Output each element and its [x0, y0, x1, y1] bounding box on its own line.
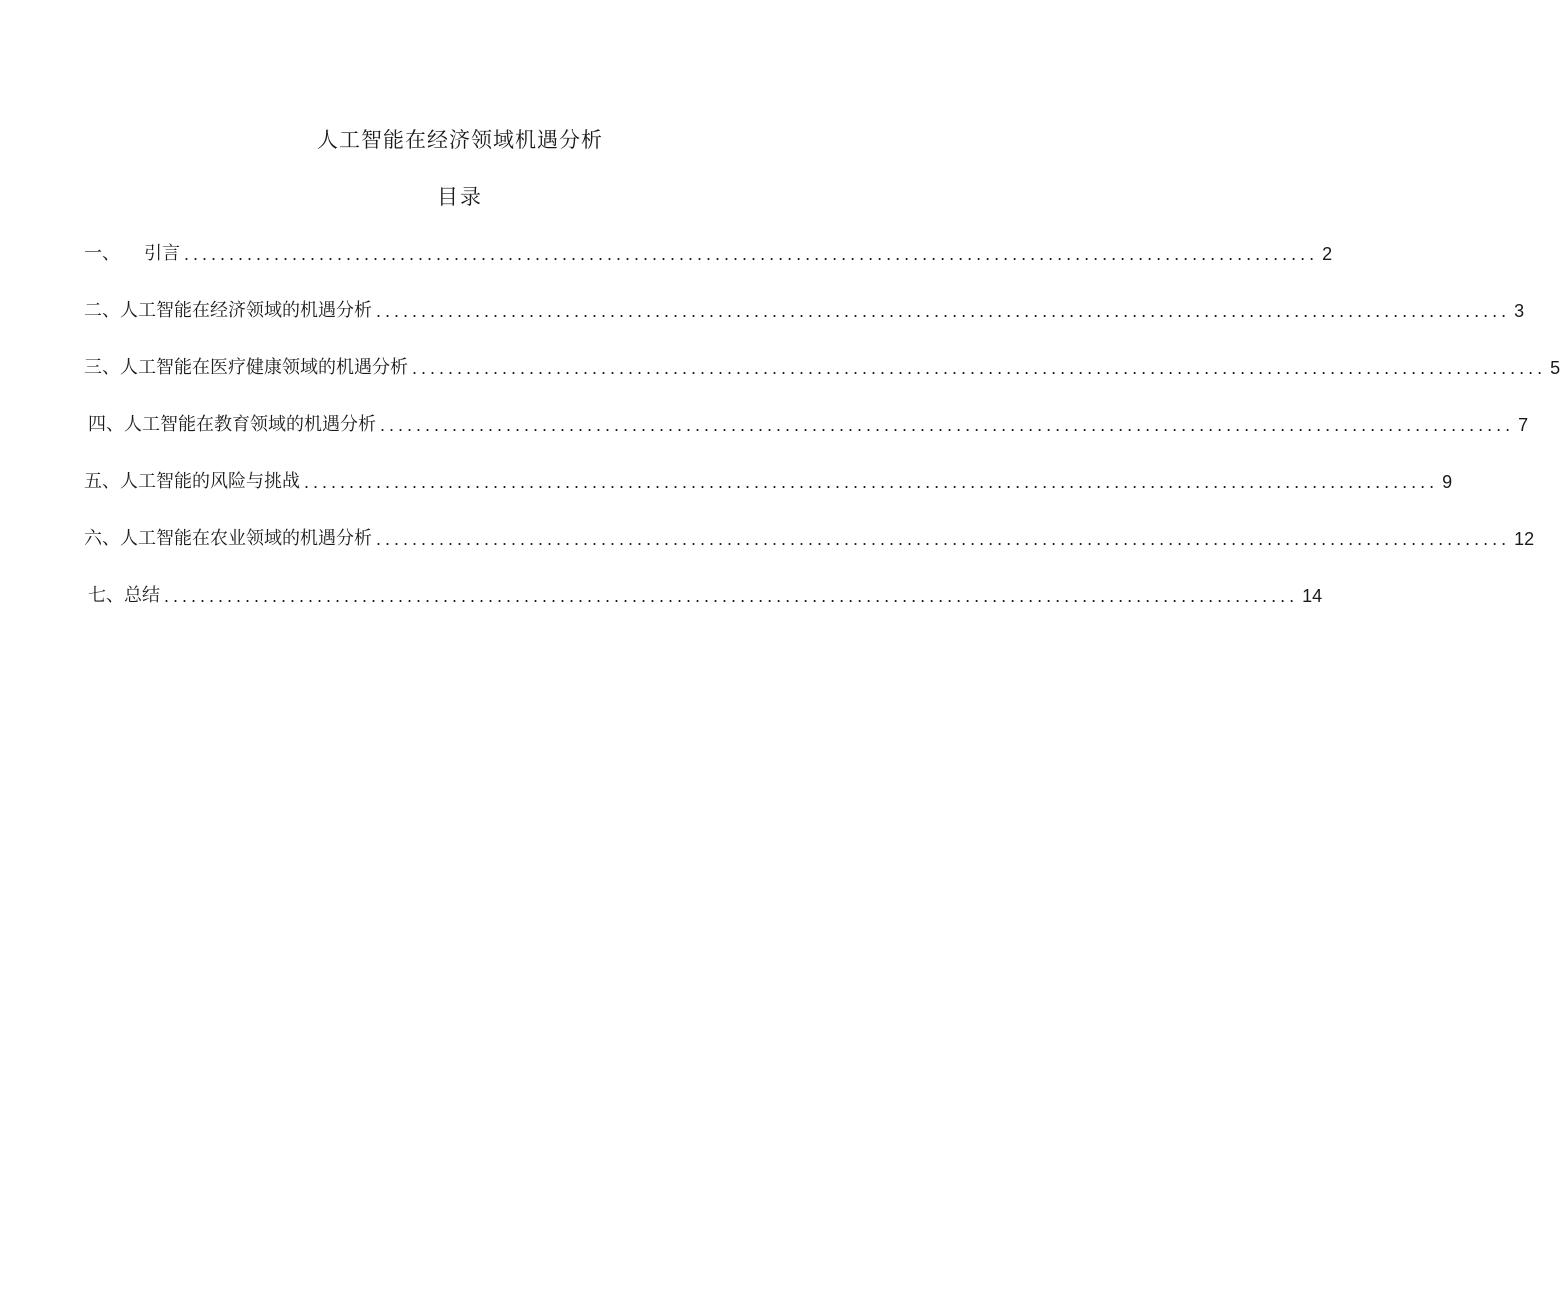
toc-dot-leader: .............................................................................................................................. — [412, 358, 1547, 378]
toc-entry[interactable] — [84, 468, 1453, 525]
toc-entry-title: 人工智能的风险与挑战 — [120, 471, 300, 492]
toc-entry-title: 总结 — [124, 585, 160, 606]
toc-dot-leader: .............................................................................................................................. — [376, 301, 1511, 321]
toc-entry-page: 2 — [1322, 244, 1333, 264]
toc-entry-number: 五、 — [84, 471, 120, 492]
toc-entry-number: 七、 — [88, 585, 124, 606]
toc-entry-title: 人工智能在教育领域的机遇分析 — [124, 414, 376, 435]
toc-entry-title: 人工智能在经济领域的机遇分析 — [120, 300, 372, 321]
toc-entry-page: 5 — [1550, 358, 1560, 378]
toc-entry[interactable] — [84, 240, 1333, 297]
toc-entry-page: 7 — [1518, 415, 1529, 435]
toc-entry-number: 四、 — [88, 414, 124, 435]
toc-dot-leader: .............................................................................................................................. — [380, 415, 1515, 435]
toc-entry-number: 三、 — [84, 357, 120, 378]
toc-entry-number: 二、 — [84, 300, 120, 321]
toc-entry-page: 14 — [1302, 586, 1323, 606]
toc-entry-number: 一、 — [84, 243, 120, 264]
toc-entry[interactable] — [84, 354, 1560, 411]
toc-entry[interactable] — [84, 525, 1535, 582]
toc-entry-page: 3 — [1514, 301, 1525, 321]
toc-entry[interactable] — [84, 582, 1323, 639]
toc-dot-leader: .............................................................................................................................. — [184, 244, 1319, 264]
toc-heading: 目录 — [437, 185, 483, 209]
toc-entry-title: 人工智能在农业领域的机遇分析 — [120, 528, 372, 549]
toc-entry-title: 引言 — [144, 243, 180, 264]
toc-entry[interactable] — [84, 297, 1525, 354]
table-of-contents — [84, 240, 1560, 639]
toc-entry-page: 12 — [1514, 529, 1535, 549]
toc-dot-leader: .............................................................................................................................. — [164, 586, 1299, 606]
toc-dot-leader: .............................................................................................................................. — [376, 529, 1511, 549]
toc-entry-title: 人工智能在医疗健康领域的机遇分析 — [120, 357, 408, 378]
toc-entry[interactable] — [84, 411, 1529, 468]
toc-dot-leader: .............................................................................................................................. — [304, 472, 1439, 492]
document-title: 人工智能在经济领域机遇分析 — [317, 128, 603, 152]
toc-entry-number: 六、 — [84, 528, 120, 549]
toc-entry-page: 9 — [1442, 472, 1453, 492]
